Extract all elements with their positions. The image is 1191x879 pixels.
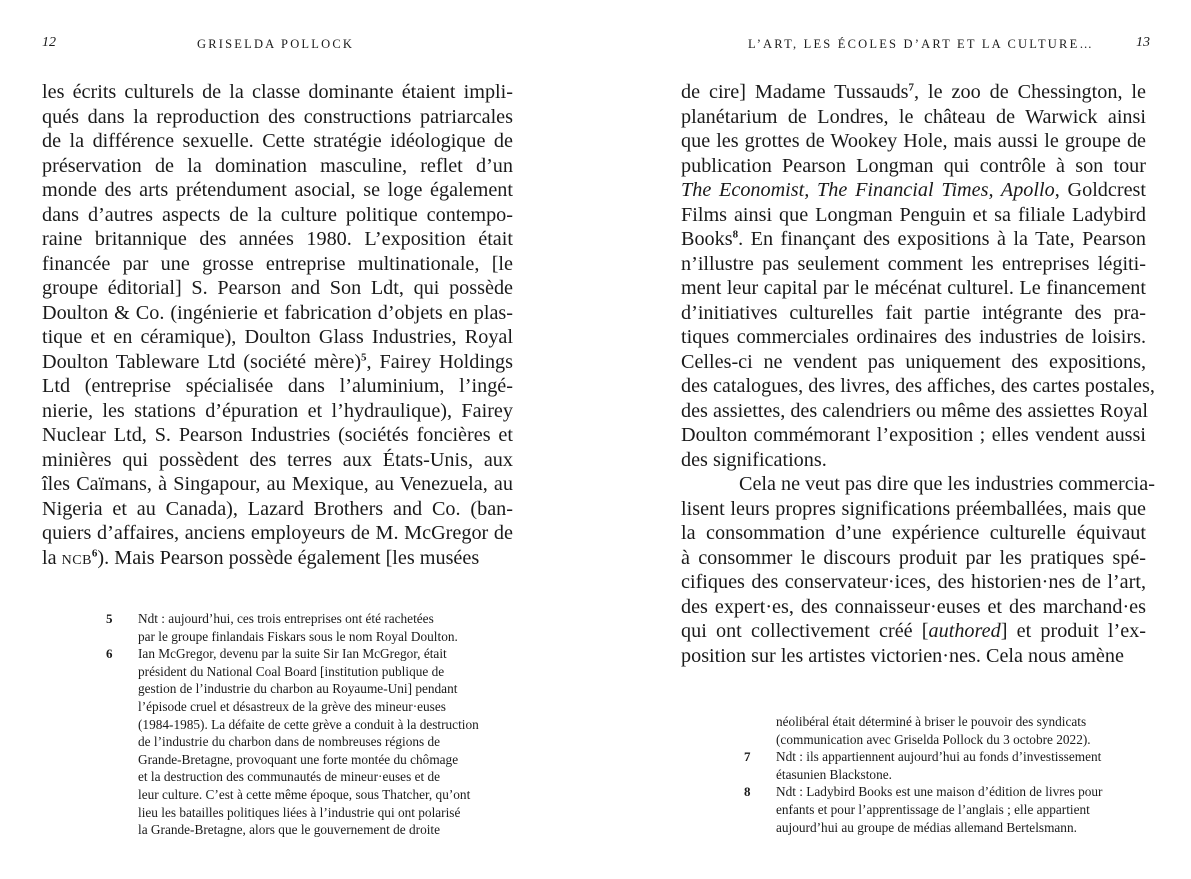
footnote-line: enfants et pour l’apprentissage de l’anglais ; elle appartient bbox=[776, 801, 1090, 817]
footnote-line: Ian McGregor, devenu par la suite Sir Ian McGregor, était bbox=[138, 646, 447, 662]
footnote-line: Ndt : aujourd’hui, ces trois entreprises ont été rachetées bbox=[138, 611, 434, 626]
text-line: Doulton & Co. (ingénierie et fabrication d’objets en plas- bbox=[42, 301, 513, 324]
text-line: des assiettes, des calendriers ou même des assiettes Royal bbox=[681, 399, 1148, 422]
footnote-line: (communication avec Griselda Pollock du 3 octobre 2022). bbox=[776, 731, 1091, 747]
text-line: d’initiatives culturelles fait partie intégrante des pra- bbox=[681, 301, 1146, 324]
text-run: qui ont collectivement créé [ bbox=[681, 620, 929, 642]
running-head-title: L’ART, LES ÉCOLES D’ART ET LA CULTURE… bbox=[748, 37, 1095, 51]
footnote-line: de l’industrie du charbon dans de nombreuses régions de bbox=[138, 734, 441, 750]
text-line: raine britannique des années 1980. L’exposition était bbox=[42, 228, 513, 250]
footnote-line: la Grande-Bretagne, alors que le gouvernement de droite bbox=[138, 822, 441, 838]
main-text bbox=[42, 80, 513, 570]
footnote-ref: 6 bbox=[91, 546, 98, 559]
text-run: ] et produit l’ex- bbox=[1000, 620, 1147, 642]
page-number: 13 bbox=[1136, 35, 1150, 50]
footnote-line: Grande-Bretagne, provoquant une forte montée du chômage bbox=[138, 751, 459, 767]
text-line: les écrits culturels de la classe dominante étaient impli- bbox=[42, 81, 513, 103]
text-line: lisent leurs propres significations préemballées, mais que bbox=[681, 497, 1146, 520]
text-line: minières qui possèdent des terres aux États-Unis, aux bbox=[42, 448, 513, 471]
text-line bbox=[681, 178, 1146, 203]
text-line: quiers d’affaires, anciens employeurs de M. McGregor de bbox=[42, 522, 513, 544]
text-line: Films ainsi que Longman Penguin et sa filiale Ladybird bbox=[681, 203, 1146, 226]
text-line: dans d’autres aspects de la culture politique contempo- bbox=[42, 203, 513, 226]
footnote bbox=[106, 645, 526, 839]
footnote-text bbox=[776, 713, 1164, 748]
footnotes bbox=[106, 610, 526, 839]
text-run: de cire] Madame Tussauds bbox=[681, 81, 909, 103]
text-run: Doulton Tableware Ltd (société mère) bbox=[42, 350, 362, 373]
text-line: nierie, les stations d’épuration et l’hydraulique), Fairey bbox=[42, 399, 513, 422]
footnote-ref: 8 bbox=[732, 228, 739, 241]
text-line: publication Pearson Longman qui contrôle à son tour bbox=[681, 154, 1146, 177]
left-page bbox=[0, 0, 595, 879]
footnote-line: et la destruction des communautés de mineur·euses et de bbox=[138, 769, 441, 785]
text-line: Nuclear Ltd, S. Pearson Industries (sociétés foncières et bbox=[42, 424, 513, 446]
footnote-line: président du National Coal Board [institution publique de bbox=[138, 663, 445, 679]
italic-title: authored bbox=[928, 620, 1001, 642]
text-run: . En finançant des expositions à la Tate, Pearson bbox=[738, 228, 1146, 250]
text-line: des catalogues, des livres, des affiches, des cartes postales, bbox=[681, 375, 1155, 397]
text-line: Cela ne veut pas dire que les industries commercia- bbox=[739, 473, 1155, 495]
right-page bbox=[596, 0, 1191, 879]
text-line: Doulton commémorant l’exposition ; elles vendent aussi bbox=[681, 424, 1146, 446]
footnote-text bbox=[776, 783, 1164, 836]
footnote-line: gestion de l’industrie du charbon au Royaume-Uni] pendant bbox=[138, 681, 458, 697]
text-line: que les grottes de Wookey Hole, mais aussi le groupe de bbox=[681, 130, 1146, 152]
text-line: îles Caïmans, à Singapour, au Mexique, au Venezuela, au bbox=[42, 473, 513, 495]
text-line: qués dans la reproduction des constructions patriarcales bbox=[42, 105, 513, 128]
footnote-number: 6 bbox=[106, 646, 113, 662]
text-line: planétarium de Londres, le château de Warwick ainsi bbox=[681, 105, 1146, 128]
text-line: cifiques des conservateur·ices, des historien·nes de l’art, bbox=[681, 571, 1146, 593]
text-run: la bbox=[42, 546, 62, 569]
text-run: Books bbox=[681, 228, 733, 250]
footnote-line: l’épisode cruel et désastreux de la grève des mineur·euses bbox=[138, 698, 446, 714]
footnote-text bbox=[776, 748, 1164, 783]
text-line bbox=[681, 80, 1146, 105]
footnote-line: Ndt : Ladybird Books est une maison d’édition de livres pour bbox=[776, 784, 1103, 800]
footnote bbox=[744, 783, 1164, 836]
footnote-line: lieu les batailles politiques liées à l’industrie qui ont polarisé bbox=[138, 804, 461, 820]
footnote-line: par le groupe finlandais Fiskars sous le nom Royal Doulton. bbox=[138, 628, 458, 644]
text-line: des expert·es, des connaisseur·euses et des marchand·es bbox=[681, 595, 1146, 618]
text-line bbox=[42, 350, 513, 375]
footnote-text bbox=[138, 645, 526, 839]
text-line: la consommation d’une expérience culturelle équivaut bbox=[681, 522, 1146, 544]
page-number: 12 bbox=[42, 35, 56, 50]
footnote-ref: 5 bbox=[361, 350, 367, 363]
footnote bbox=[106, 610, 526, 645]
text-run: , Fairey Holdings bbox=[366, 350, 513, 373]
text-line: des significations. bbox=[681, 448, 827, 471]
text-line: ment leur capital par le mécénat culturel. Le financement bbox=[681, 277, 1146, 299]
footnote bbox=[744, 713, 1164, 748]
text-line: à consommer le discours produit par les pratiques spé- bbox=[681, 546, 1146, 569]
text-line: financée par une grosse entreprise multinationale, [le bbox=[42, 252, 513, 275]
text-run: , Goldcrest bbox=[1054, 179, 1146, 201]
text-line bbox=[681, 619, 1146, 644]
footnotes bbox=[744, 713, 1164, 836]
footnote-line: néolibéral était déterminé à briser le pouvoir des syndicats bbox=[776, 714, 1087, 729]
footnote-line: leur culture. C’est à cette même époque, sous Thatcher, qu’ont bbox=[138, 786, 471, 802]
footnote-number: 7 bbox=[744, 749, 751, 765]
text-line: Celles-ci ne vendent pas uniquement des expositions, bbox=[681, 350, 1146, 373]
footnote bbox=[744, 748, 1164, 783]
footnote-number: 8 bbox=[744, 784, 751, 800]
running-head-author: GRISELDA POLLOCK bbox=[197, 37, 355, 51]
text-run: , le zoo de Chessington, le bbox=[914, 81, 1146, 103]
text-line: de la différence sexuelle. Cette stratégie idéologique de bbox=[42, 130, 513, 152]
text-line: Nigeria et au Canada), Lazard Brothers and Co. (ban- bbox=[42, 497, 513, 520]
text-line: Ltd (entreprise spécialisée dans l’aluminium, l’ingé- bbox=[42, 375, 513, 397]
text-line bbox=[42, 546, 513, 571]
footnote-number: 5 bbox=[106, 611, 113, 626]
text-line: n’illustre pas seulement comment les entreprises légiti- bbox=[681, 252, 1146, 275]
footnote-line: (1984-1985). La défaite de cette grève a conduit à la destruction bbox=[138, 716, 479, 732]
text-line bbox=[681, 227, 1146, 252]
text-line: tique et en céramique), Doulton Glass Industries, Royal bbox=[42, 326, 513, 348]
footnote-line: aujourd’hui au groupe de médias allemand Bertelsmann. bbox=[776, 819, 1077, 835]
abbreviation: ncb bbox=[61, 546, 92, 569]
text-line: tiques commerciales ordinaires des industries de loisirs. bbox=[681, 326, 1146, 348]
text-line: groupe éditorial] S. Pearson and Son Ldt, qui possède bbox=[42, 277, 513, 299]
text-line: préservation de la domination masculine, reflet d’un bbox=[42, 154, 513, 177]
main-text bbox=[681, 80, 1155, 668]
italic-title: The Economist, The Financial Times, Apollo bbox=[681, 179, 1055, 201]
footnote-text bbox=[138, 610, 526, 645]
footnote-ref: 7 bbox=[908, 81, 915, 94]
text-run: ). Mais Pearson possède également [les musées bbox=[97, 546, 480, 569]
text-line: monde des arts prétendument asocial, se loge également bbox=[42, 179, 513, 201]
footnote-line: Ndt : ils appartiennent aujourd’hui au fonds d’investissement bbox=[776, 749, 1102, 765]
footnote-line: étasunien Blackstone. bbox=[776, 766, 892, 782]
text-line: position sur les artistes victorien·nes. Cela nous amène bbox=[681, 644, 1124, 667]
